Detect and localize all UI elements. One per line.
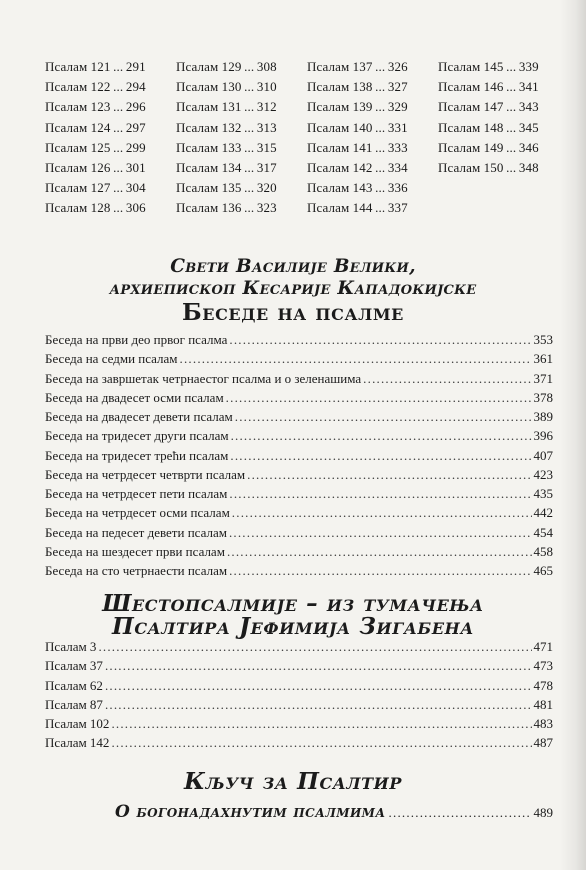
psalm-index-entry[interactable]: [176, 57, 307, 77]
psalm-index-entry[interactable]: [438, 118, 558, 138]
basil-entry-page: 458: [533, 543, 553, 559]
six-psalms-entry-page: 478: [533, 677, 553, 693]
dot-leader: [111, 733, 531, 752]
basil-entry-label: Беседа на двадесет осми псалам: [45, 389, 224, 405]
psalm-index-label: Псалам 136: [176, 200, 242, 216]
psalm-index-label: Псалам 147: [438, 99, 504, 115]
basil-section-title: Беседе на псалме: [182, 299, 404, 326]
psalm-index-entry[interactable]: [307, 158, 438, 178]
six-psalms-entry-page: 481: [533, 696, 553, 712]
psalm-index-page: 341: [518, 79, 539, 95]
basil-entry-page: 442: [533, 505, 553, 521]
basil-entry[interactable]: [45, 388, 553, 407]
basil-entry[interactable]: [45, 465, 553, 484]
six-psalms-entry-label: Псалам 102: [45, 716, 110, 731]
psalm-index-page: 313: [256, 119, 277, 135]
dot-leader: [226, 388, 532, 407]
psalm-index-label: Псалам 121: [45, 59, 111, 74]
psalm-index-label: Псалам 122: [45, 79, 111, 95]
psalm-index-entry[interactable]: [45, 178, 176, 198]
six-psalms-entry-page: 471: [533, 639, 553, 654]
basil-entry-page: 423: [533, 466, 553, 482]
psalm-index-label: Псалам 125: [45, 139, 111, 155]
psalm-index-label: Псалам 142: [307, 159, 373, 175]
psalm-index-entry[interactable]: [176, 138, 307, 158]
page-edge-shadow: [560, 0, 586, 870]
dot-leader: [389, 805, 531, 821]
dot-leader: ...: [241, 159, 257, 175]
basil-entry[interactable]: [45, 542, 553, 561]
psalm-index-label: Псалам 140: [307, 119, 373, 135]
psalm-index-label: Псалам 127: [45, 180, 111, 196]
basil-entry-page: 378: [533, 389, 553, 405]
dot-leader: [105, 656, 532, 675]
dot-leader: [229, 484, 531, 503]
psalm-index-label: Псалам 144: [307, 200, 373, 216]
basil-entry-page: 435: [533, 486, 553, 501]
psalm-index-label: Псалам 135: [176, 180, 242, 196]
basil-entry-page: 396: [533, 428, 553, 444]
psalm-index-entry[interactable]: [176, 77, 307, 97]
dot-leader: ...: [110, 59, 126, 74]
basil-entry[interactable]: [45, 446, 553, 465]
dot-leader: ...: [110, 139, 126, 155]
six-psalms-entry[interactable]: [45, 676, 553, 695]
psalm-index-page: 337: [387, 200, 408, 216]
dot-leader: [229, 561, 531, 580]
dot-leader: ...: [110, 159, 126, 175]
psalm-index-entry[interactable]: [438, 77, 558, 97]
basil-entry[interactable]: [45, 349, 553, 368]
dot-leader: [363, 369, 531, 388]
psalm-index-page: 339: [518, 59, 539, 74]
psalm-index-entry[interactable]: [307, 118, 438, 138]
basil-entry-page: 353: [533, 332, 553, 347]
dot-leader: [105, 695, 532, 714]
six-psalms-entry-label: Псалам 87: [45, 696, 103, 712]
basil-entry[interactable]: [45, 523, 553, 542]
psalm-index-page: 308: [256, 59, 277, 74]
psalm-index-label: Псалам 132: [176, 119, 242, 135]
basil-entry-label: Беседа на педесет девети псалам: [45, 524, 227, 540]
basil-entry-label: Беседа на тридесет други псалам: [45, 428, 229, 444]
psalm-index-entry[interactable]: [438, 138, 558, 158]
psalm-index-entry[interactable]: [307, 77, 438, 97]
six-psalms-title-line-1: Шестопсалмије – из тумачења: [102, 590, 484, 617]
dot-leader: ...: [110, 79, 126, 95]
psalm-index-page: 346: [518, 139, 539, 155]
psalm-index-page: 306: [125, 200, 146, 216]
key-entry-row[interactable]: [115, 802, 553, 822]
psalm-index-label: Псалам 146: [438, 79, 504, 95]
six-psalms-entry-page: 487: [533, 735, 553, 751]
basil-author-line-2: архиепископ Кесарије Кападокијске: [109, 278, 477, 299]
dot-leader: ...: [372, 180, 388, 196]
psalm-index-label: Псалам 150: [438, 159, 504, 175]
dot-leader: [235, 407, 532, 426]
psalm-index-entry[interactable]: [45, 158, 176, 178]
psalm-index-label: Псалам 138: [307, 79, 373, 95]
dot-leader: [227, 542, 532, 561]
psalm-index-page: 312: [256, 99, 277, 115]
dot-leader: [230, 446, 531, 465]
six-psalms-entry-label: Псалам 142: [45, 735, 110, 751]
dot-leader: ...: [503, 79, 519, 95]
basil-entry-label: Беседа на четрдесет четврти псалам: [45, 466, 246, 482]
psalm-index-grid: [45, 57, 558, 219]
dot-leader: ...: [241, 59, 257, 74]
psalm-index-label: Псалам 143: [307, 180, 373, 196]
psalm-index-label: Псалам 124: [45, 119, 111, 135]
psalm-index-entry[interactable]: [307, 138, 438, 158]
psalm-index-entry[interactable]: [176, 178, 307, 198]
dot-leader: [232, 503, 532, 522]
dot-leader: ...: [372, 119, 388, 135]
dot-leader: ...: [110, 99, 126, 115]
psalm-index-page: 301: [125, 159, 146, 175]
basil-entry[interactable]: [45, 330, 553, 349]
psalm-index-label: Псалам 126: [45, 159, 111, 175]
dot-leader: ...: [241, 139, 257, 155]
psalm-index-page: 296: [125, 99, 146, 115]
dot-leader: ...: [503, 99, 519, 115]
psalm-index-page: 299: [125, 139, 146, 155]
psalm-index-page: 315: [256, 139, 277, 155]
psalm-index-entry[interactable]: [307, 198, 438, 218]
dot-leader: ...: [110, 200, 126, 216]
six-psalms-title-line-2: Псалтира Јефимија Зигабена: [112, 613, 474, 640]
psalm-index-page: 333: [387, 139, 408, 155]
dot-leader: ...: [372, 59, 388, 74]
dot-leader: [105, 676, 532, 695]
six-psalms-entry-label: Псалам 3: [45, 639, 97, 654]
dot-leader: ...: [372, 99, 388, 115]
psalm-index-page: 317: [256, 159, 277, 175]
psalm-index-label: Псалам 133: [176, 139, 242, 155]
psalm-index-page: 345: [518, 119, 539, 135]
basil-entry-label: Беседа на четрдесет осми псалам: [45, 505, 230, 521]
psalm-index-entry[interactable]: [45, 97, 176, 117]
basil-entry-label: Беседа на први део првог псалма: [45, 332, 228, 347]
psalm-index-page: 336: [387, 180, 408, 196]
psalm-index-entry[interactable]: [176, 158, 307, 178]
psalm-index-page: 310: [256, 79, 277, 95]
psalm-index-page: 297: [125, 119, 146, 135]
six-psalms-entry-page: 473: [533, 658, 553, 674]
key-section-title: Кључ за Псалтир: [183, 768, 403, 795]
dot-leader: ...: [241, 180, 257, 196]
psalm-index-label: Псалам 134: [176, 159, 242, 175]
psalm-index-entry[interactable]: [45, 118, 176, 138]
dot-leader: ...: [241, 99, 257, 115]
dot-leader: [229, 523, 532, 542]
basil-entry-page: 407: [533, 447, 553, 463]
dot-leader: [180, 349, 532, 368]
basil-entry-page: 389: [533, 409, 553, 424]
six-psalms-entry[interactable]: [45, 714, 553, 733]
psalm-index-page: 323: [256, 200, 277, 216]
psalm-index-label: Псалам 137: [307, 59, 373, 74]
psalm-index-label: Псалам 129: [176, 59, 242, 74]
psalm-index-entry[interactable]: [438, 158, 558, 178]
basil-entry-label: Беседа на седми псалам: [45, 351, 178, 367]
basil-entry-page: 454: [533, 524, 553, 540]
psalm-index-label: Псалам 128: [45, 200, 111, 216]
dot-leader: ...: [503, 119, 519, 135]
basil-entry-label: Беседа на тридесет трећи псалам: [45, 447, 229, 463]
psalm-index-entry[interactable]: [45, 77, 176, 97]
six-psalms-entry-label: Псалам 37: [45, 658, 103, 674]
dot-leader: ...: [110, 180, 126, 196]
psalm-index-label: Псалам 148: [438, 119, 504, 135]
six-psalms-entry[interactable]: [45, 637, 553, 656]
six-psalms-contents-list: [45, 637, 553, 753]
psalm-index-entry[interactable]: [438, 97, 558, 117]
psalm-index-page: 291: [125, 59, 146, 74]
dot-leader: ...: [372, 159, 388, 175]
basil-entry-page: 361: [533, 351, 553, 367]
six-psalms-entry[interactable]: [45, 656, 553, 675]
dot-leader: ...: [503, 139, 519, 155]
dot-leader: [231, 426, 532, 445]
psalm-index-page: 294: [125, 79, 146, 95]
dot-leader: ...: [110, 119, 126, 135]
six-psalms-entry[interactable]: [45, 733, 553, 752]
dot-leader: ...: [503, 159, 519, 175]
psalm-index-label: Псалам 123: [45, 99, 111, 115]
dot-leader: ...: [241, 200, 257, 216]
basil-entry-label: Беседа на шездесет први псалам: [45, 543, 225, 559]
psalm-index-entry[interactable]: [176, 118, 307, 138]
dot-leader: [111, 714, 531, 733]
dot-leader: ...: [241, 119, 257, 135]
dot-leader: ...: [372, 79, 388, 95]
basil-entry[interactable]: [45, 407, 553, 426]
basil-entry-page: 465: [533, 563, 553, 578]
basil-entry-label: Беседа на сто четрнаести псалам: [45, 563, 228, 578]
dot-leader: [98, 637, 531, 656]
psalm-index-page: 343: [518, 99, 539, 115]
basil-entry-page: 371: [533, 370, 553, 386]
basil-contents-list: [45, 330, 553, 580]
basil-entry[interactable]: [45, 426, 553, 445]
psalm-index-page: 327: [387, 79, 408, 95]
psalm-index-page: 320: [256, 180, 277, 196]
basil-author-line-1: Свети Василије Велики,: [170, 256, 416, 277]
basil-entry[interactable]: [45, 484, 553, 503]
key-entry-page: 489: [533, 805, 553, 820]
psalm-index-page: 329: [387, 99, 408, 115]
basil-entry[interactable]: [45, 561, 553, 580]
six-psalms-entry-page: 483: [533, 716, 553, 731]
basil-entry[interactable]: [45, 503, 553, 522]
psalm-index-entry[interactable]: [307, 178, 438, 198]
six-psalms-entry[interactable]: [45, 695, 553, 714]
psalm-index-label: Псалам 145: [438, 59, 504, 74]
psalm-index-entry[interactable]: [176, 198, 307, 218]
dot-leader: ...: [241, 79, 257, 95]
key-entry-label: О богонадахнутим псалмима: [115, 802, 386, 822]
dot-leader: ...: [503, 59, 519, 74]
psalm-index-label: Псалам 130: [176, 79, 242, 95]
psalm-index-entry[interactable]: [438, 57, 558, 77]
psalm-index-entry[interactable]: [45, 198, 176, 218]
psalm-index-entry[interactable]: [45, 57, 176, 77]
dot-leader: [247, 465, 531, 484]
basil-entry[interactable]: [45, 369, 553, 388]
psalm-index-label: Псалам 131: [176, 99, 242, 115]
basil-entry-label: Беседа на завршетак четрнаестог псалма и о зеленашима: [45, 370, 362, 386]
psalm-index-entry[interactable]: [307, 97, 438, 117]
psalm-index-page: 348: [518, 159, 539, 175]
psalm-index-label: Псалам 141: [307, 139, 373, 155]
psalm-index-entry[interactable]: [45, 138, 176, 158]
psalm-index-entry[interactable]: [307, 57, 438, 77]
psalm-index-label: Псалам 139: [307, 99, 373, 115]
basil-entry-label: Беседа на четрдесет пети псалам: [45, 486, 228, 501]
dot-leader: ...: [372, 139, 388, 155]
psalm-index-label: Псалам 149: [438, 139, 504, 155]
dot-leader: [229, 330, 531, 349]
six-psalms-entry-label: Псалам 62: [45, 677, 103, 693]
psalm-index-page: 334: [387, 159, 408, 175]
dot-leader: ...: [372, 200, 388, 216]
psalm-index-page: 304: [125, 180, 146, 196]
psalm-index-page: 331: [387, 119, 408, 135]
basil-entry-label: Беседа на двадесет девети псалам: [45, 409, 233, 424]
psalm-index-entry[interactable]: [176, 97, 307, 117]
psalm-index-page: 326: [387, 59, 408, 74]
